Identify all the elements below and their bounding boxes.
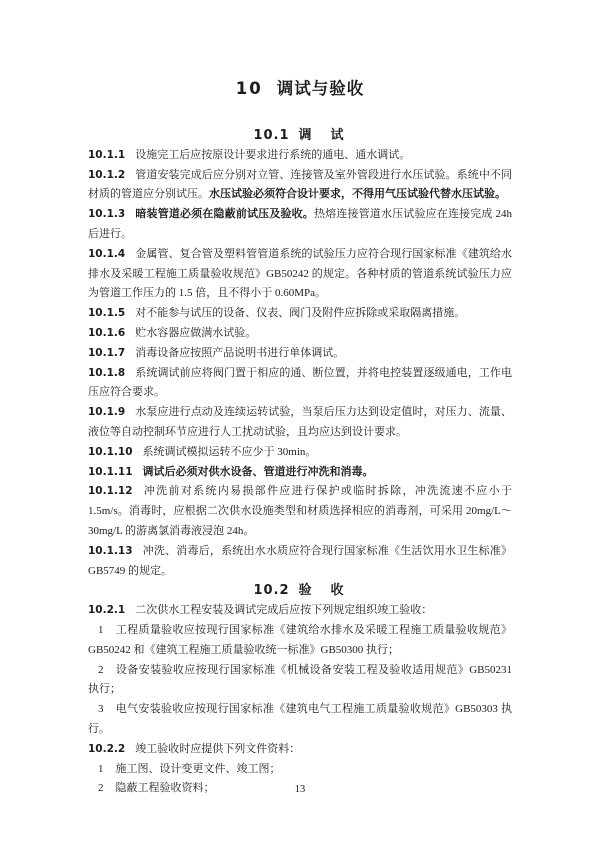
clause bbox=[88, 403, 512, 443]
sub-item-number: 2 bbox=[98, 782, 104, 795]
section-10-1-clauses bbox=[88, 146, 512, 582]
clause-number: 10.1.4 bbox=[88, 247, 126, 260]
section-number: 10.1 bbox=[253, 128, 290, 143]
clause-text: 系统调试前应将阀门置于相应的通、断位置，并将电控装置逐级通电，工作电压应符合要求。 bbox=[88, 366, 512, 399]
sub-item-text: 设备安装验收应按现行国家标准《机械设备安装工程及验收适用规范》GB50231 执行； bbox=[88, 663, 512, 696]
clause-number: 10.1.5 bbox=[88, 307, 126, 320]
section-title-text: 验 收 bbox=[298, 583, 347, 599]
sub-item-number: 2 bbox=[98, 663, 104, 676]
clause bbox=[88, 146, 512, 166]
sub-item-text: 隐蔽工程验收资料； bbox=[115, 782, 215, 795]
sub-item bbox=[88, 661, 512, 701]
clause bbox=[88, 482, 512, 541]
sub-item-text: 电气安装验收应按现行国家标准《建筑电气工程施工质量验收规范》GB50303 执行。 bbox=[88, 703, 512, 735]
clause-text: 水压试验必须符合设计要求，不得用气压试验代替水压试验。 bbox=[209, 188, 506, 201]
section-number: 10.2 bbox=[253, 583, 290, 599]
clause-text: 对不能参与试压的设备、仪表、阀门及附件应拆除或采取隔离措施。 bbox=[135, 307, 466, 320]
sub-item-number: 1 bbox=[98, 623, 104, 636]
clause bbox=[88, 344, 512, 364]
clause-text: 冲洗、消毒后，系统出水水质应符合现行国家标准《生活饮用水卫生标准》GB5749 的规定。 bbox=[88, 544, 512, 577]
clause-number: 10.1.6 bbox=[88, 326, 126, 339]
clause bbox=[88, 443, 512, 463]
clause bbox=[88, 205, 512, 245]
clause bbox=[88, 740, 512, 760]
section-title-text: 调 试 bbox=[298, 128, 347, 143]
clause-text: 消毒设备应按照产品说明书进行单体调试。 bbox=[135, 346, 345, 359]
clause bbox=[88, 324, 512, 344]
sub-item bbox=[88, 760, 512, 780]
clause-text: 系统调试模拟运转不应少于 30min。 bbox=[142, 445, 317, 458]
sub-item bbox=[88, 700, 512, 740]
chapter-title bbox=[88, 0, 512, 101]
clause-text: 二次供水工程安装及调试完成后应按下列规定组织竣工验收： bbox=[135, 604, 433, 617]
clause bbox=[88, 364, 512, 404]
sub-item-text: 工程质量验收应按现行国家标准《建筑给水排水及采暖工程施工质量验收规范》GB50242 和《建筑工程施工质量验收统一标准》GB50300 执行； bbox=[88, 623, 512, 656]
clause-number: 10.1.7 bbox=[88, 346, 126, 359]
sub-item bbox=[88, 621, 512, 661]
clause-number: 10.1.1 bbox=[88, 148, 126, 161]
section-10-2-clauses bbox=[88, 601, 512, 799]
clause-number: 10.1.3 bbox=[88, 208, 126, 221]
clause-number: 10.1.11 bbox=[88, 465, 133, 478]
clause-text: 设施完工后应按原设计要求进行系统的通电、通水调试。 bbox=[135, 148, 411, 161]
sub-item-text: 施工图、设计变更文件、竣工图； bbox=[115, 762, 281, 775]
clause-number: 10.2.2 bbox=[88, 742, 126, 755]
clause bbox=[88, 304, 512, 324]
clause-text: 管道安装完成后应分别对立管、连接管及室外管段进行水压试验。系统中不同材质的管道应分别试压。 bbox=[88, 168, 512, 201]
sub-item-number: 1 bbox=[98, 762, 104, 775]
clause-text: 竣工验收时应提供下列文件资料： bbox=[135, 742, 301, 755]
section-heading-10-1 bbox=[88, 126, 512, 146]
sub-item-number: 3 bbox=[98, 703, 104, 716]
chapter-title-text: 调试与验收 bbox=[276, 79, 365, 98]
clause-number: 10.1.8 bbox=[88, 366, 126, 379]
clause-number: 10.1.13 bbox=[88, 544, 133, 557]
clause bbox=[88, 245, 512, 304]
clause-number: 10.1.9 bbox=[88, 406, 126, 419]
clause-number: 10.1.12 bbox=[88, 485, 133, 498]
clause-text: 水泵应进行点动及连续运转试验，当泵后压力达到设定值时，对压力、流量、液位等自动控制环节应进行人工扰动试验，且均应达到设计要求。 bbox=[88, 406, 512, 438]
clause-text: 调试后必须对供水设备、管道进行冲洗和消毒。 bbox=[142, 465, 374, 478]
clause-text: 暗装管道必须在隐蔽前试压及验收。 bbox=[135, 208, 314, 221]
clause-number: 10.1.2 bbox=[88, 168, 126, 181]
clause bbox=[88, 542, 512, 582]
clause-text: 热熔连接管道水压试验应在连接完成 24h 后进行。 bbox=[88, 208, 513, 240]
chapter-number: 10 bbox=[235, 79, 263, 98]
clause-text: 贮水容器应做满水试验。 bbox=[135, 326, 257, 339]
clause-number: 10.1.10 bbox=[88, 445, 133, 458]
clause-text: 金属管、复合管及塑料管管道系统的试验压力应符合现行国家标准《建筑给水排水及采暖工程施工质量验收规范》GB50242 的规定。各种材质的管道系统试验压力应为管道工作压力的 1.5 倍，且不得小于 0.60MPa。 bbox=[88, 247, 512, 300]
clause bbox=[88, 463, 512, 483]
page-content bbox=[88, 0, 512, 799]
section-heading-10-2 bbox=[88, 581, 512, 601]
clause bbox=[88, 166, 512, 206]
clause bbox=[88, 601, 512, 621]
clause-number: 10.2.1 bbox=[88, 604, 126, 617]
clause-text: 冲洗前对系统内易损部件应进行保护或临时拆除，冲洗流速不应小于 1.5m/s。消毒时，应根据二次供水设施类型和材质选择相应的消毒剂，可采用 20mg/L～30mg/L 的游离氯消毒液浸泡 24h。 bbox=[88, 485, 512, 537]
page-number: 13 bbox=[294, 784, 306, 795]
